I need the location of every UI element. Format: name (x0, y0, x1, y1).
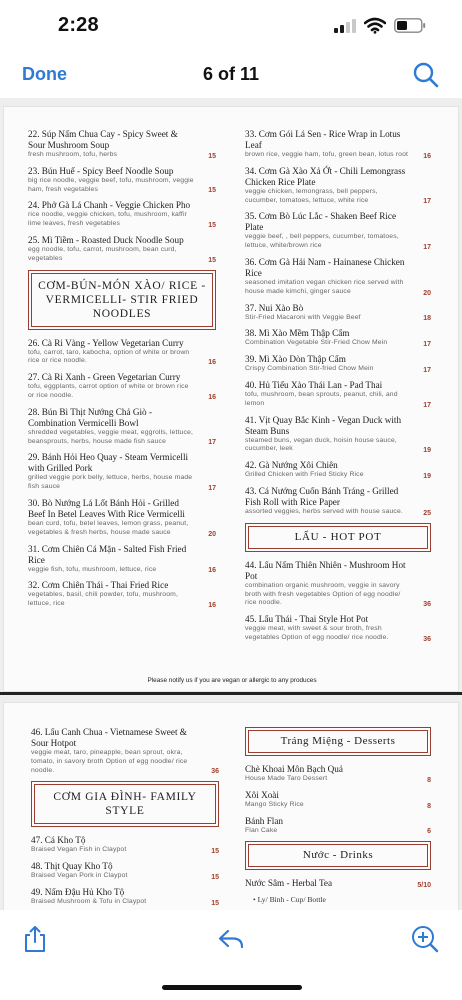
menu-item-description: veggie fish, tofu, mushroom, lettuce, rice (28, 565, 157, 573)
menu-item-name: 39. Mì Xào Dòn Thập Cẩm (245, 354, 346, 365)
allergy-footnote: Please notify us if you are vegan or allergic to any produces (147, 677, 317, 684)
menu-item-description: Mango Sticky Rice (245, 800, 304, 808)
menu-item-name: 34. Cơm Gà Xào Xả Ớt - Chili Lemongrass Chicken Rice Plate (245, 165, 406, 187)
menu-item-description: egg noodle, tofu, carrot, mushroom, bean curd, vegetables (28, 245, 177, 262)
menu-item-description: fresh mushroom, tofu, herbs (28, 151, 118, 158)
menu-item-description: steamed buns, vegan duck, hoisin house sauce, cucumber, leek (245, 436, 397, 453)
menu-item-price: 16 (423, 152, 431, 160)
menu-item-name: 37. Nui Xào Bò (245, 302, 304, 313)
menu-item-price: 17 (423, 366, 431, 374)
menu-item-name: 26. Cà Ri Vàng - Yellow Vegetarian Curry (28, 337, 184, 348)
menu-item-description: bean curd, tofu, betel leaves, lemon grass, peanut, vegetables & fresh herbs, house made sauce (28, 519, 189, 536)
menu-item-price: 17 (423, 243, 431, 251)
menu-item (245, 790, 431, 810)
menu-item (28, 129, 216, 160)
menu-item-name: 25. Mì Tiềm - Roasted Duck Noodle Soup (28, 234, 184, 245)
menu-page-2 (3, 702, 459, 910)
menu-item (28, 544, 216, 575)
menu-item-price: 36 (211, 768, 219, 776)
menu-item (245, 354, 431, 374)
section-heading-drinks (245, 841, 431, 870)
page-divider (0, 692, 462, 695)
drink-size-bullet: • Ly/ Bình - Cup/ Bottle (253, 895, 326, 905)
menu-item (245, 415, 431, 455)
menu-item-description: veggie beef, , bell peppers, cucumber, tomatoes, lettuce, white/brown rice (245, 233, 399, 250)
menu-item-price: 16 (208, 567, 216, 575)
menu-item-price: 16 (208, 359, 216, 367)
menu-item (28, 452, 216, 492)
menu-item (31, 861, 219, 881)
menu-item-description: Braised Vegan Pork in Claypot (31, 872, 128, 880)
menu-item-name: 40. Hủ Tiếu Xào Thái Lan - Pad Thai (245, 379, 383, 390)
document-viewer[interactable] (0, 98, 462, 910)
menu-item-description: brown rice, veggie ham, tofu, green bean, lotus root (245, 151, 409, 158)
menu-item-name: 38. Mì Xào Mềm Thập Cẩm (245, 328, 350, 339)
page2-right-column (245, 727, 431, 904)
menu-item-name: 45. Lẩu Thái - Thai Style Hot Pot (245, 614, 369, 625)
menu-item (245, 129, 431, 160)
section-heading-rice (28, 270, 216, 330)
drink-size-text: Ly/ Bình - Cup/ Bottle (257, 895, 326, 905)
menu-item-description: Flan Cake (245, 826, 278, 834)
page-indicator: 6 of 11 (202, 64, 260, 84)
menu-item-name: 47. Cá Kho Tộ (31, 835, 86, 846)
search-icon[interactable] (412, 61, 440, 89)
menu-item-price: 19 (423, 447, 431, 455)
page1-right-column (245, 129, 431, 649)
menu-item-name: 48. Thịt Quay Kho Tộ (31, 861, 113, 872)
menu-item-price: 8 (427, 776, 431, 784)
cellular-signal-icon (334, 19, 356, 33)
menu-item-description: veggie meat, taro, pineapple, bean sprout, okra, tomato, in savory broth Option of egg noodle/ rice noodle. (31, 749, 188, 774)
menu-item-name: 28. Bún Bì Thịt Nướng Chả Giò - Combination Vermicelli Bowl (28, 406, 153, 428)
menu-item-description: big rice noodle, veggie beef, tofu, mushroom, veggie ham, fresh vegetables (28, 176, 194, 193)
menu-item-price: 16 (208, 393, 216, 401)
menu-item-description: Braised Vegan Fish in Claypot (31, 846, 127, 854)
menu-item-price: 25 (423, 509, 431, 517)
section-heading-text: LẨU - HOT POT (248, 526, 428, 549)
menu-item-name: 41. Vịt Quay Bắc Kinh - Vegan Duck with Steam Buns (245, 414, 402, 436)
menu-item-name: 46. Lẩu Canh Chua - Vietnamese Sweet & Sour Hotpot (31, 727, 187, 748)
menu-item (245, 614, 431, 643)
menu-item (28, 498, 216, 538)
menu-item-price: 5/10 (417, 882, 431, 890)
page1-left-column (28, 129, 216, 615)
menu-item (245, 303, 431, 323)
menu-item-description: veggie chicken, lemongrass, bell peppers, cucumber, tomatoes, lettuce, white rice (245, 187, 378, 204)
menu-item-name: 29. Bánh Hỏi Heo Quay - Steam Vermicelli with Grilled Pork (28, 452, 189, 474)
menu-item (245, 380, 431, 409)
page2-left-column (31, 727, 219, 910)
menu-item-description: tofu, eggplants, carrot option of white or brown rice or rice noodle. (28, 383, 189, 399)
menu-item-price: 8 (427, 802, 431, 810)
menu-item (245, 816, 431, 836)
menu-item-name: 31. Cơm Chiên Cá Mặn - Salted Fish Fried Rice (28, 543, 187, 565)
done-button[interactable]: Done (22, 64, 67, 84)
menu-item-price: 17 (423, 341, 431, 349)
menu-item (245, 878, 431, 889)
menu-item (28, 235, 216, 264)
nav-bar (0, 52, 462, 98)
menu-item-price: 19 (423, 472, 431, 480)
menu-item-description: Crispy Combination Stir-fried Chow Mein (245, 365, 374, 373)
menu-item (245, 486, 431, 517)
menu-item-description: veggie meat, with sweet & sour broth, fresh vegetables Option of egg noodle/ rice noodle. (245, 625, 389, 641)
menu-item (28, 580, 216, 609)
menu-item (28, 166, 216, 195)
menu-item-name: Chè Khoai Môn Bạch Quả (245, 764, 343, 774)
reply-arrow-icon[interactable] (216, 924, 246, 954)
menu-item-description: tofu, carrot, taro, kabocha, option of white or brown rice or rice noodle. (28, 348, 190, 365)
menu-item-price: 36 (423, 635, 431, 643)
menu-item-price: 20 (208, 530, 216, 538)
menu-item-description: Stir-Fried Macaroni with Veggie Beef (245, 313, 361, 321)
menu-item-price: 20 (423, 289, 431, 297)
menu-item-price: 17 (208, 439, 216, 447)
menu-item-price: 17 (208, 484, 216, 492)
menu-item-description: shredded vegetables, veggie meat, eggrolls, lettuce, beansprouts, herbs, house made fish sauce (28, 428, 193, 445)
menu-item-name: Nước Sâm - Herbal Tea (245, 878, 333, 889)
markup-pen-icon[interactable] (410, 924, 440, 954)
menu-item-price: 15 (208, 221, 216, 229)
menu-item-price: 16 (208, 601, 216, 609)
menu-item (28, 407, 216, 447)
menu-item-description: Combination Vegetable Stir-Fried Chow Mein (245, 339, 388, 347)
menu-item (245, 560, 431, 608)
menu-item-name: 22. Súp Nấm Chua Cay - Spicy Sweet & Sour Mushroom Soup (28, 129, 178, 150)
menu-item-name: 43. Cá Nướng Cuốn Bánh Tráng - Grilled Fish Roll with Rice Paper (245, 485, 399, 507)
menu-item-description: rice noodle, veggie chicken, tofu, mushroom, kaffir lime leaves, fresh vegetables (28, 211, 188, 228)
menu-item (245, 166, 431, 206)
menu-item-name: 35. Cơm Bò Lúc Lắc - Shaken Beef Rice Plate (245, 211, 397, 233)
menu-item (245, 764, 431, 784)
menu-item-name: 27. Cà Ri Xanh - Green Vegetarian Curry (28, 372, 181, 383)
status-bar (0, 0, 462, 52)
menu-item-price: 18 (423, 315, 431, 323)
menu-item-description: combination organic mushroom, veggie in savory broth with fresh vegetables Option of egg noodle/ rice noodle. (245, 581, 401, 607)
section-heading-text: CƠM-BÚN-MÓN XÀO/ RICE - VERMICELLI- STIR FRIED NOODLES (31, 273, 213, 327)
menu-item-price: 15 (211, 848, 219, 856)
menu-item-description: Braised Mushroom & Tofu in Claypot (31, 897, 147, 905)
menu-item (245, 460, 431, 480)
menu-item-name: 32. Cơm Chiên Thái - Thai Fried Rice (28, 580, 169, 591)
menu-item-price: 15 (208, 152, 216, 160)
menu-item (28, 338, 216, 367)
menu-item (245, 328, 431, 348)
menu-item (245, 257, 431, 297)
battery-icon (394, 18, 426, 33)
menu-item-name: 42. Gà Nướng Xôi Chiên (245, 460, 338, 471)
share-icon[interactable] (20, 924, 50, 954)
section-heading-text: Nước - Drinks (248, 844, 428, 867)
menu-item-price: 36 (423, 601, 431, 609)
menu-item-description: grilled veggie pork belly, lettuce, herbs, house made fish sauce (28, 474, 193, 491)
menu-item-description: seasoned imitation vegan chicken rice served with house made kimchi, ginger sauce (245, 278, 404, 295)
menu-item (31, 727, 219, 775)
menu-item-name: 44. Lẩu Nấm Thiên Nhiên - Mushroom Hot Pot (245, 559, 406, 581)
menu-item (31, 835, 219, 855)
menu-item (28, 372, 216, 401)
menu-item-name: 24. Phở Gà Lá Chanh - Veggie Chicken Pho (28, 200, 191, 211)
section-heading-text: Tráng Miệng - Desserts (248, 730, 428, 753)
menu-item-name: Bánh Flan (245, 815, 284, 826)
menu-item-name: 36. Cơm Gà Hải Nam - Hainanese Chicken Rice (245, 256, 405, 278)
menu-item-price: 15 (211, 899, 219, 907)
menu-item-description: tofu, mushroom, bean sprouts, peanut, chili, and lemon (245, 390, 398, 407)
menu-item-description: vegetables, basil, chili powder, tofu, mushroom, lettuce, rice (28, 591, 179, 608)
menu-item-description: House Made Taro Dessert (245, 775, 328, 782)
menu-item-price: 17 (423, 198, 431, 206)
menu-item-name: 23. Bún Huế - Spicy Beef Noodle Soup (28, 165, 174, 176)
menu-item-name: 49. Nấm Đậu Hủ Kho Tộ (31, 886, 125, 897)
menu-item-price: 15 (211, 873, 219, 881)
menu-item-description: Grilled Chicken with Fried Sticky Rice (245, 471, 364, 479)
status-time: 2:28 (58, 14, 99, 36)
section-heading-text: CƠM GIA ĐÌNH- FAMILY STYLE (34, 784, 216, 824)
menu-item-name: 33. Cơm Gói Lá Sen - Rice Wrap in Lotus Leaf (245, 129, 401, 150)
home-indicator[interactable] (162, 985, 302, 990)
menu-item-price: 6 (427, 828, 431, 836)
section-heading-desserts (245, 727, 431, 756)
section-heading-family (31, 781, 219, 827)
menu-item (245, 211, 431, 251)
section-heading-hotpot (245, 523, 431, 552)
menu-item-price: 15 (208, 187, 216, 195)
menu-item-name: 30. Bò Nướng Lá Lốt Bánh Hỏi - Grilled Beef In Betel Leaves With Rice Vermicelli (28, 497, 185, 519)
menu-item-name: Xôi Xoài (245, 789, 279, 800)
menu-item (31, 887, 219, 907)
menu-page-1 (3, 106, 459, 692)
menu-item-description: assorted veggies, herbs served with house sauce. (245, 507, 403, 515)
wifi-icon (364, 17, 386, 34)
menu-item-price: 17 (423, 401, 431, 409)
menu-item-price: 15 (208, 256, 216, 264)
menu-item (28, 200, 216, 229)
